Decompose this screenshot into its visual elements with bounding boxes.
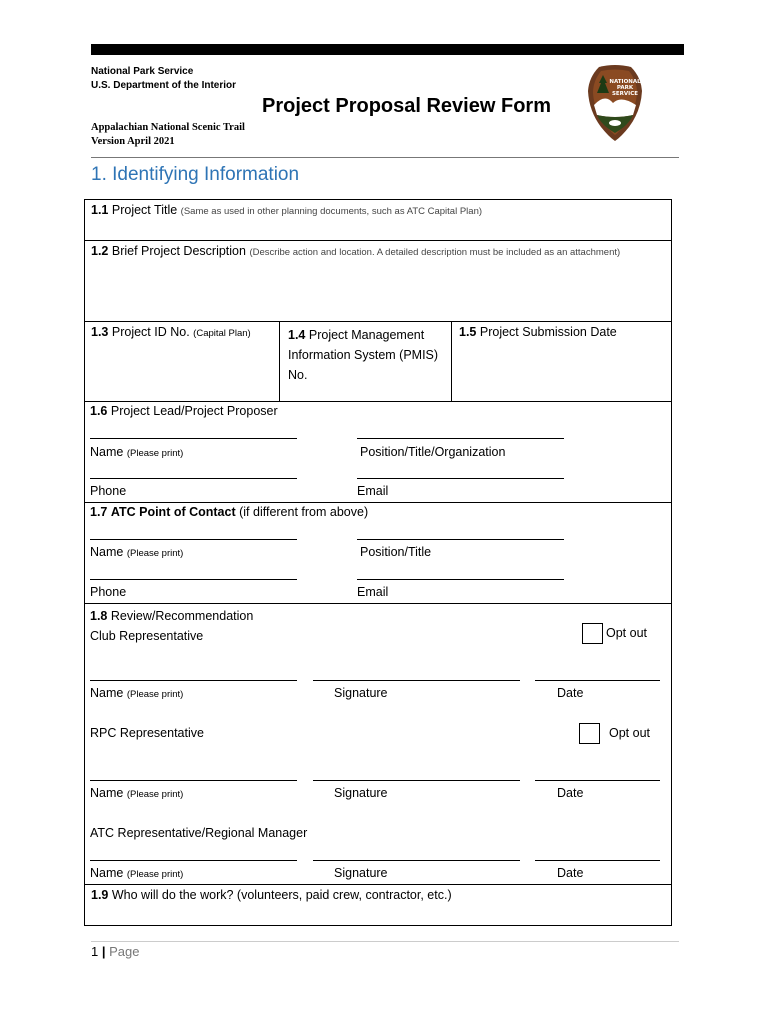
rpc-rep-label: RPC Representative xyxy=(90,726,204,740)
atc-rep-signature-label: Signature xyxy=(334,866,388,880)
agency-name xyxy=(91,65,236,93)
logo-text-2: PARK xyxy=(616,85,634,91)
club-signature-label: Signature xyxy=(334,686,388,700)
project-lead-label: 1.6 Project Lead/Project Proposer xyxy=(90,404,278,418)
agency-line-1: National Park Service xyxy=(91,66,194,77)
page-label: Page xyxy=(109,944,140,959)
lead-email-label: Email xyxy=(357,484,389,498)
submission-date-label: 1.5 Project Submission Date xyxy=(459,325,617,339)
rpc-opt-out-checkbox[interactable] xyxy=(579,723,600,744)
pmis-number-field[interactable] xyxy=(279,321,452,402)
atc-name-label: Name (Please print) xyxy=(90,545,184,559)
rpc-name-label: Name (Please print) xyxy=(90,786,184,800)
lead-phone-label: Phone xyxy=(90,484,127,498)
lead-name-line[interactable] xyxy=(90,438,297,439)
rpc-name-line[interactable] xyxy=(90,780,297,781)
atc-rep-date-line[interactable] xyxy=(535,860,660,861)
atc-position-label: Position/Title xyxy=(360,545,432,559)
page-separator: | xyxy=(101,944,106,959)
project-description-field[interactable] xyxy=(84,240,672,322)
who-will-work-label: 1.9 Who will do the work? (volunteers, paid crew, contractor, etc.) xyxy=(91,888,452,902)
pmis-label: 1.4 Project Management Information System (PMIS) No. xyxy=(288,328,439,382)
rpc-opt-out-label: Opt out xyxy=(609,726,650,740)
atc-phone-label: Phone xyxy=(90,585,127,599)
top-rule xyxy=(91,44,684,55)
club-opt-out-label: Opt out xyxy=(606,626,647,640)
atc-contact-label: 1.7 ATC Point of Contact (if different from above) xyxy=(90,505,369,519)
atc-position-line[interactable] xyxy=(357,539,564,540)
rpc-signature-label: Signature xyxy=(334,786,388,800)
atc-email-line[interactable] xyxy=(357,579,564,580)
who-will-work-field[interactable] xyxy=(84,884,672,926)
lead-phone-line[interactable] xyxy=(90,478,297,479)
atc-rep-name-line[interactable] xyxy=(90,860,297,861)
page-footer xyxy=(91,944,140,959)
rpc-date-label: Date xyxy=(557,786,584,800)
atc-email-label: Email xyxy=(357,585,389,599)
logo-text-3: SERVICE xyxy=(611,91,639,97)
club-signature-line[interactable] xyxy=(313,680,520,681)
page-title: Project Proposal Review Form xyxy=(262,95,551,117)
project-description-label: 1.2 Brief Project Description (Describe action and location. A detailed description must be included as an attachment) xyxy=(91,244,621,258)
project-id-label: 1.3 Project ID No. (Capital Plan) xyxy=(91,325,251,339)
logo-text-1: NATIONAL xyxy=(609,79,641,85)
trail-info xyxy=(91,121,245,149)
club-opt-out-checkbox[interactable] xyxy=(582,623,603,644)
club-date-line[interactable] xyxy=(535,680,660,681)
nps-arrowhead-logo xyxy=(585,63,645,143)
lead-name-label: Name (Please print) xyxy=(90,445,184,459)
lead-email-line[interactable] xyxy=(357,478,564,479)
club-rep-label: Club Representative xyxy=(90,629,204,643)
project-title-label: 1.1 Project Title (Same as used in other planning documents, such as ATC Capital Plan) xyxy=(91,203,483,217)
lead-position-label: Position/Title/Organization xyxy=(360,445,506,459)
club-name-line[interactable] xyxy=(90,680,297,681)
submission-date-field[interactable] xyxy=(451,321,672,402)
atc-rep-name-label: Name (Please print) xyxy=(90,866,184,880)
atc-phone-line[interactable] xyxy=(90,579,297,580)
page-number: 1 xyxy=(91,944,99,959)
club-name-label: Name (Please print) xyxy=(90,686,184,700)
club-date-label: Date xyxy=(557,686,584,700)
atc-name-line[interactable] xyxy=(90,539,297,540)
trail-name: Appalachian National Scenic Trail xyxy=(91,122,245,133)
project-title-field[interactable] xyxy=(84,199,672,241)
rpc-signature-line[interactable] xyxy=(313,780,520,781)
atc-rep-label: ATC Representative/Regional Manager xyxy=(90,826,308,840)
footer-divider xyxy=(91,941,679,942)
project-id-field[interactable] xyxy=(84,321,280,402)
section-heading: 1. Identifying Information xyxy=(91,164,300,185)
rpc-date-line[interactable] xyxy=(535,780,660,781)
atc-rep-date-label: Date xyxy=(557,866,584,880)
lead-position-line[interactable] xyxy=(357,438,564,439)
header-divider xyxy=(91,157,679,158)
agency-line-2: U.S. Department of the Interior xyxy=(91,80,237,91)
review-label: 1.8 Review/Recommendation Club Representative xyxy=(90,606,253,646)
atc-rep-signature-line[interactable] xyxy=(313,860,520,861)
version-text: Version April 2021 xyxy=(91,136,175,147)
